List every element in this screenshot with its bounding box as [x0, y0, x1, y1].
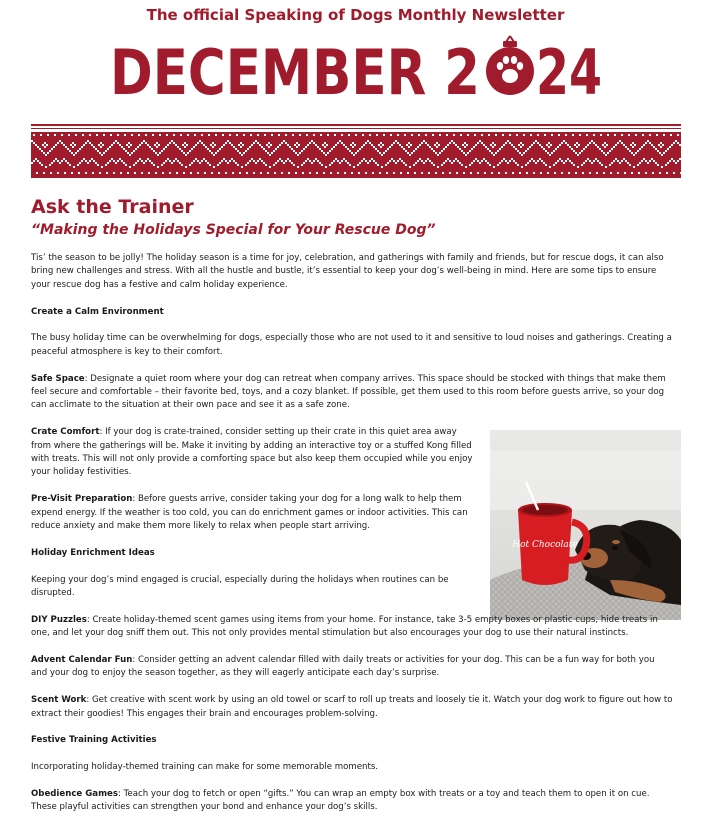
- safe-space-paragraph: [31, 373, 673, 413]
- advent-text: : Consider getting an advent calendar filled with daily treats or activities for your dog. This can be a fun way for both you and your dog to enjoy the season together, as they will eagerly anticipate each day’s surprise.: [31, 655, 655, 679]
- scent-label: Scent Work: [31, 695, 87, 706]
- diy-paragraph: [31, 614, 673, 641]
- mug-lettering: Hot Chocolate: [512, 540, 578, 550]
- scent-text: : Get creative with scent work by using an old towel or scarf to roll up treats and loosely tie it. Watch your dog work to figure out how to extract their goodies! This engages their brain and encourages problem-solving.: [31, 695, 673, 719]
- band-rule-top: [31, 124, 681, 126]
- holiday-sweater-pattern: [31, 132, 681, 178]
- enrichment-heading: Holiday Enrichment Ideas: [31, 547, 155, 558]
- year-suffix-text: 24: [536, 36, 602, 104]
- previsit-paragraph: [31, 493, 476, 533]
- paw-print-ornament-icon: [486, 36, 534, 95]
- crate-text: : If your dog is crate-trained, consider setting up their crate in this quiet area away from where the gatherings will be. Make it inviting by adding an interactive toy or a stuffed Kong filled with treats. This will not only provide a comforting space but also keep them occupied while you enjoy your holiday festivities.: [31, 427, 473, 478]
- calm-paragraph: The busy holiday time can be overwhelming for dogs, especially those who are not used to it and sensitive to loud noises and gatherings. Creating a peaceful atmosphere is key to their comfort.: [31, 333, 672, 357]
- crate-paragraph: [31, 426, 476, 480]
- section-subtitle: “Making the Holidays Special for Your Rescue Dog”: [31, 222, 436, 238]
- advent-label: Advent Calendar Fun: [31, 655, 133, 666]
- diy-label: DIY Puzzles: [31, 614, 87, 625]
- crate-label: Crate Comfort: [31, 427, 100, 438]
- training-paragraph: Incorporating holiday-themed training can make for some memorable moments.: [31, 762, 379, 773]
- wrapped-column: [31, 426, 476, 600]
- safe-space-text: : Designate a quiet room where your dog can retreat when company arrives. This space should be stocked with things that make them feel secure and comfortable – their favorite bed, toys, and a cozy blanket. If possible, get them used to this room before guests arrive, so your dog can acclimate to the situation at their own pace and see it as a safe zone.: [31, 373, 666, 411]
- intro-paragraph: Tis’ the season to be jolly! The holiday season is a time for joy, celebration, and gatherings with family and friends, but for rescue dogs, it can also bring new challenges and stress. With all the hustle and bustle, it’s essential to keep your dog’s well-being in mind. Here are some tips to ensure your rescue dog has a festive and calm holiday experience.: [31, 253, 664, 290]
- newsletter-tagline: The official Speaking of Dogs Monthly Newsletter: [146, 6, 565, 24]
- obedience-text: : Teach your dog to fetch or open “gifts.” You can wrap an empty box with treats or a toy and teach them to open it on cue. These playful activities can strengthen your bond and enhance your dog’s skills.: [31, 789, 650, 813]
- obedience-label: Obedience Games: [31, 789, 118, 800]
- enrichment-paragraph: Keeping your dog’s mind engaged is crucial, especially during the holidays when routines can be disrupted.: [31, 574, 449, 599]
- section-title: Ask the Trainer: [31, 196, 194, 218]
- month-title-text: DECEMBER 2: [110, 36, 480, 104]
- previsit-text: : Before guests arrive, consider taking your dog for a long walk to help them expend energy. If the weather is too cold, you can do enrichment games or indoor activities. This can reduce anxiety and make them more likely to relax when people start arriving.: [31, 494, 468, 532]
- safe-space-label: Safe Space: [31, 373, 85, 384]
- previsit-label: Pre-Visit Preparation: [31, 494, 133, 505]
- diy-text: : Create holiday-themed scent games using items from your home. For instance, take 3-5 empty boxes or plastic cups, hide treats in one, and let your dog sniff them out. This not only provides mental stimulation but also encourages your dog to use their natural instincts.: [31, 614, 658, 639]
- article: [31, 194, 673, 828]
- advent-paragraph: [31, 654, 673, 681]
- scent-paragraph: [31, 694, 673, 721]
- training-heading: Festive Training Activities: [31, 735, 157, 746]
- calm-heading: Create a Calm Environment: [31, 306, 164, 317]
- obedience-paragraph: [31, 788, 673, 815]
- masthead-title: [0, 34, 711, 104]
- band-rule-bottom: [31, 128, 681, 129]
